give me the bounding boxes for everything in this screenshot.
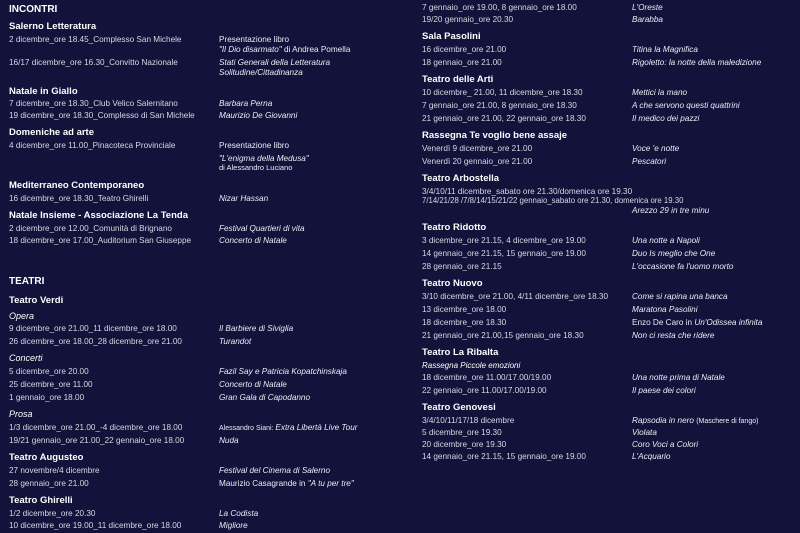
event-date: 7 gennaio_ore 19.00, 8 gennaio_ore 18.00 <box>422 3 577 12</box>
event-title: Rigoletto: la notte della maledizione <box>632 58 762 67</box>
event-title: Coro Voci a Colori <box>632 440 699 449</box>
heading-teatro-ghirelli: Teatro Ghirelli <box>9 495 73 506</box>
subheading-opera: Opera <box>9 311 35 321</box>
event-title: L'Oreste <box>632 3 663 12</box>
event-title: Stati Generali della Letteratura <box>219 58 331 67</box>
show-title: "A tu per tre" <box>307 479 354 488</box>
event-title: Non ci resta che ridere <box>632 331 715 340</box>
book-title: "Il Dio disarmato" <box>219 45 282 54</box>
event-date: 5 dicembre_ore 20.00 <box>9 367 89 376</box>
event-date: 7 gennaio_ore 21.00, 8 gennaio_ore 18.30 <box>422 101 577 110</box>
event-date: 3/4/10/11/17/18 dicembre <box>422 416 515 425</box>
event-title <box>632 318 762 327</box>
event-title: Maratona Pasolini <box>632 305 698 314</box>
event-title: Migliore <box>219 521 248 530</box>
event-title: Barbara Perna <box>219 99 273 108</box>
event-date: 10 dicembre_ 21.00, 11 dicembre_ore 18.30 <box>422 88 583 97</box>
event-title: Barabba <box>632 15 663 24</box>
event-title <box>219 45 350 54</box>
event-title <box>219 479 354 488</box>
heading-salerno-letteratura: Salerno Letteratura <box>9 21 97 32</box>
event-title: Nizar Hassan <box>219 194 269 203</box>
event-title: Presentazione libro <box>219 35 290 44</box>
event-title: Il medico dei pazzi <box>632 114 700 123</box>
event-date: 16 dicembre_ore 18.30_Teatro Ghirelli <box>9 194 149 203</box>
event-title: Pescatori <box>632 157 667 166</box>
event-date: 18 dicembre_ore 17.00_Auditorium San Giuseppe <box>9 236 192 245</box>
event-title: Il paese dei colori <box>632 386 696 395</box>
event-date: 4 dicembre_ore 11.00_Pinacoteca Provinciale <box>9 141 176 150</box>
subheading-prosa: Prosa <box>9 409 33 419</box>
event-title: Fazil Say e Patricia Kopatchinskaja <box>219 367 347 376</box>
event-title: Festival Quartieri di vita <box>219 224 305 233</box>
heading-teatro-ribalta: Teatro La Ribalta <box>422 347 499 358</box>
event-date: 19 dicembre_ore 18.30_Complesso di San Michele <box>9 111 195 120</box>
event-date: Venerdì 20 gennaio_ore 21.00 <box>422 157 533 166</box>
heading-teatro-arbostella: Teatro Arbostella <box>422 173 500 184</box>
event-title: Una notte prima di Natale <box>632 373 725 382</box>
event-date: 20 dicembre_ore 19.30 <box>422 440 507 449</box>
book-author: di Alessandro Luciano <box>219 163 293 172</box>
show-title: Rapsodia in nero <box>632 416 697 425</box>
book-title: "L'enigma della Medusa" <box>219 154 309 163</box>
event-date: 27 novembre/4 dicembre <box>9 466 100 475</box>
event-title: Gran Gala di Capodanno <box>219 393 311 402</box>
event-date: 13 dicembre_ore 18.00 <box>422 305 507 314</box>
event-date: 2 dicembre_ore 18.45_Complesso San Michele <box>9 35 182 44</box>
event-title: Solitudine/Cittadinanza <box>219 68 303 77</box>
event-date: 28 gennaio_ore 21.00 <box>9 479 89 488</box>
subheading-rassegna-piccole: Rassegna Piccole emozioni <box>422 361 521 370</box>
event-date: 7/14/21/28 /7/8/14/15/21/22 gennaio_sabato ore 21.30, domenica ore 19.30 <box>422 196 684 205</box>
event-title: Presentazione libro <box>219 141 290 150</box>
heading-teatro-genovesi: Teatro Genovesi <box>422 402 496 413</box>
subheading-concerti: Concerti <box>9 353 43 363</box>
event-title: La Codista <box>219 509 259 518</box>
event-date: 1/3 dicembre_ore 21.00_-4 dicembre_ore 18.00 <box>9 423 183 432</box>
event-title: Concerto di Natale <box>219 236 287 245</box>
event-title: A che servono questi quattrini <box>632 101 740 110</box>
heading-sala-pasolini: Sala Pasolini <box>422 31 481 42</box>
event-date: 21 gennaio_ore 21.00,15 gennaio_ore 18.30 <box>422 331 584 340</box>
event-date: 25 dicembre_ore 11.00 <box>9 380 93 389</box>
event-date: 1 gennaio_ore 18.00 <box>9 393 85 402</box>
event-date: 14 gennaio_ore 21.15, 15 gennaio_ore 19.00 <box>422 452 586 461</box>
event-date: 16 dicembre_ore 21.00 <box>422 45 507 54</box>
event-title: Come si rapina una banca <box>632 292 728 301</box>
event-title: Arezzo 29 in tre minu <box>632 206 710 215</box>
event-date: 28 gennaio_ore 21.15 <box>422 262 502 271</box>
event-title: Duo Is meglio che One <box>632 249 716 258</box>
event-date: 3 dicembre_ore 21.15, 4 dicembre_ore 19.00 <box>422 236 586 245</box>
event-date: 18 gennaio_ore 21.00 <box>422 58 502 67</box>
event-date: 18 dicembre_ore 11.00/17.00/19.00 <box>422 373 552 382</box>
performer: Enzo De Caro in <box>632 318 695 327</box>
event-date: 9 dicembre_ore 21.00_11 dicembre_ore 18.00 <box>9 324 177 333</box>
event-date: 7 dicembre_ore 18.30_Club Velico Salernitano <box>9 99 178 108</box>
performer: Maurizio Casagrande in <box>219 479 308 488</box>
event-date: 1/2 dicembre_ore 20.30 <box>9 509 96 518</box>
show-note: (Maschere di fango) <box>696 418 759 425</box>
heading-teatro-arti: Teatro delle Arti <box>422 74 494 85</box>
event-date: 3/10 dicembre_ore 21.00, 4/11 dicembre_ore 18.30 <box>422 292 609 301</box>
event-title <box>219 423 358 432</box>
event-title: Mettici la mano <box>632 88 688 97</box>
event-title: L'Acquario <box>632 452 671 461</box>
event-date: 19/21 gennaio_ore 21.00_22 gennaio_ore 18.00 <box>9 436 185 445</box>
event-date: 26 dicembre_ore 18.00_28 dicembre_ore 21.00 <box>9 337 182 346</box>
section-incontri: INCONTRI <box>9 4 58 15</box>
event-title: Violata <box>632 428 657 437</box>
event-date: 21 gennaio_ore 21.00, 22 gennaio_ore 18.30 <box>422 114 586 123</box>
event-title: Maurizio De Giovanni <box>219 111 298 120</box>
heading-rassegna: Rassegna Te voglio bene assaje <box>422 130 568 141</box>
event-title: Titina la Magnifica <box>632 45 698 54</box>
event-date: 14 gennaio_ore 21.15, 15 gennaio_ore 19.00 <box>422 249 586 258</box>
heading-teatro-verdi: Teatro Verdi <box>9 295 64 306</box>
event-title: Nuda <box>219 436 239 445</box>
event-date: 10 dicembre_ore 19.00_11 dicembre_ore 18.00 <box>9 521 182 530</box>
event-date: 2 dicembre_ore 12.00_Comunità di Brignano <box>9 224 172 233</box>
event-title: Festival del Cinema di Salerno <box>219 466 331 475</box>
heading-mediterraneo: Mediterraneo Contemporaneo <box>9 180 145 191</box>
show-title: Un'Odissea infinita <box>694 318 763 327</box>
event-date: 5 dicembre_ore 19.30 <box>422 428 502 437</box>
event-title <box>632 416 758 425</box>
event-date: 18 dicembre_ore 18.30 <box>422 318 507 327</box>
event-date: Venerdì 9 dicembre_ore 21.00 <box>422 144 533 153</box>
heading-domeniche-arte: Domeniche ad arte <box>9 127 94 138</box>
event-title: Turandot <box>219 337 252 346</box>
event-title: Voce 'e notte <box>632 144 680 153</box>
heading-natale-insieme: Natale Insieme - Associazione La Tenda <box>9 210 188 221</box>
show-title: Extra Libertà Live Tour <box>275 423 358 432</box>
heading-teatro-nuovo: Teatro Nuovo <box>422 278 483 289</box>
heading-natale-giallo: Natale in Giallo <box>9 86 78 97</box>
event-title: Una notte a Napoli <box>632 236 700 245</box>
event-date: 22 gennaio_ore 11.00/17.00/19.00 <box>422 386 547 395</box>
heading-teatro-ridotto: Teatro Ridotto <box>422 222 487 233</box>
event-title: Il Barbiere di Siviglia <box>219 324 294 333</box>
heading-teatro-augusteo: Teatro Augusteo <box>9 452 84 463</box>
performer: Alessandro Siani: <box>219 425 276 432</box>
event-date: 3/4/10/11 dicembre_sabato ore 21.30/domenica ore 19.30 <box>422 187 633 196</box>
event-date: 19/20 gennaio_ore 20.30 <box>422 15 514 24</box>
event-date: 16/17 dicembre_ore 16.30_Convitto Nazionale <box>9 58 178 67</box>
event-title: Concerto di Natale <box>219 380 287 389</box>
event-title: L'occasione fa l'uomo morto <box>632 262 734 271</box>
section-teatri: TEATRI <box>9 276 45 287</box>
book-author: di Andrea Pomella <box>281 45 351 54</box>
